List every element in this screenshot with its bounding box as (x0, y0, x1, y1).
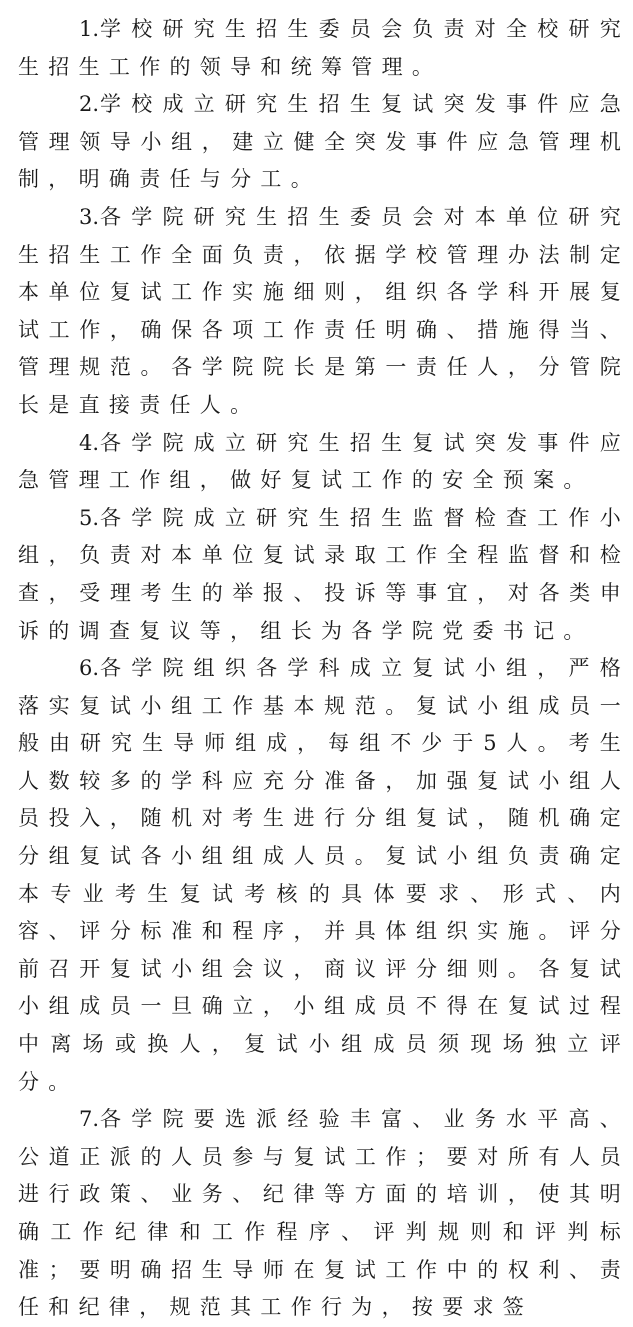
paragraph-2 (18, 86, 630, 199)
paragraph-number: 1. (79, 17, 100, 41)
paragraph-5 (18, 500, 630, 650)
paragraph-text: 各学院组织各学科成立复试小组，严格落实复试小组工作基本规范。复试小组成员一般由研究生导师组成，每组不少于5人。考生人数较多的学科应充分准备，加强复试小组人员投入，随机对考生进行分组复试，随机确定分组复试各小组组成人员。复试小组负责确定本专业考生复试考核的具体要求、形式、内容、评分标准和程序，并具体组织实施。评分前召开复试小组会议，商议评分细则。各复试小组成员一旦确立，小组成员不得在复试过程中离场或换人，复试小组成员须现场独立评分。 (18, 656, 630, 1094)
paragraph-text: 各学院成立研究生招生复试突发事件应急管理工作组，做好复试工作的安全预案。 (18, 430, 630, 493)
paragraph-number: 2. (79, 92, 100, 117)
paragraph-3 (18, 199, 630, 425)
paragraph-number: 6. (79, 656, 100, 681)
paragraph-text: 学校研究生招生委员会负责对全校研究生招生工作的领导和统筹管理。 (18, 17, 630, 79)
paragraph-number: 5. (79, 505, 100, 530)
paragraph-1 (18, 11, 630, 86)
paragraph-7 (18, 1101, 630, 1327)
paragraph-number: 7. (79, 1107, 100, 1132)
paragraph-number: 3. (79, 204, 100, 229)
paragraph-text: 各学院研究生招生委员会对本单位研究生招生工作全面负责，依据学校管理办法制定本单位复试工作实施细则，组织各学科开展复试工作，确保各项工作责任明确、措施得当、管理规范。各学院院长是第一责任人，分管院长是直接责任人。 (18, 204, 630, 417)
paragraph-4 (18, 425, 630, 500)
paragraph-6 (18, 650, 630, 1101)
paragraph-text: 各学院成立研究生招生监督检查工作小组，负责对本单位复试录取工作全程监督和检查，受理考生的举报、投诉等事宜，对各类申诉的调查复议等，组长为各学院党委书记。 (18, 505, 630, 643)
paragraph-text: 学校成立研究生招生复试突发事件应急管理领导小组，建立健全突发事件应急管理机制，明确责任与分工。 (18, 92, 630, 192)
paragraph-number: 4. (79, 430, 100, 455)
paragraph-text: 各学院要选派经验丰富、业务水平高、公道正派的人员参与复试工作；要对所有人员进行政策、业务、纪律等方面的培训，使其明确工作纪律和工作程序、评判规则和评判标准；要明确招生导师在复试工作中的权利、责任和纪律，规范其工作行为，按要求签 (18, 1107, 630, 1320)
